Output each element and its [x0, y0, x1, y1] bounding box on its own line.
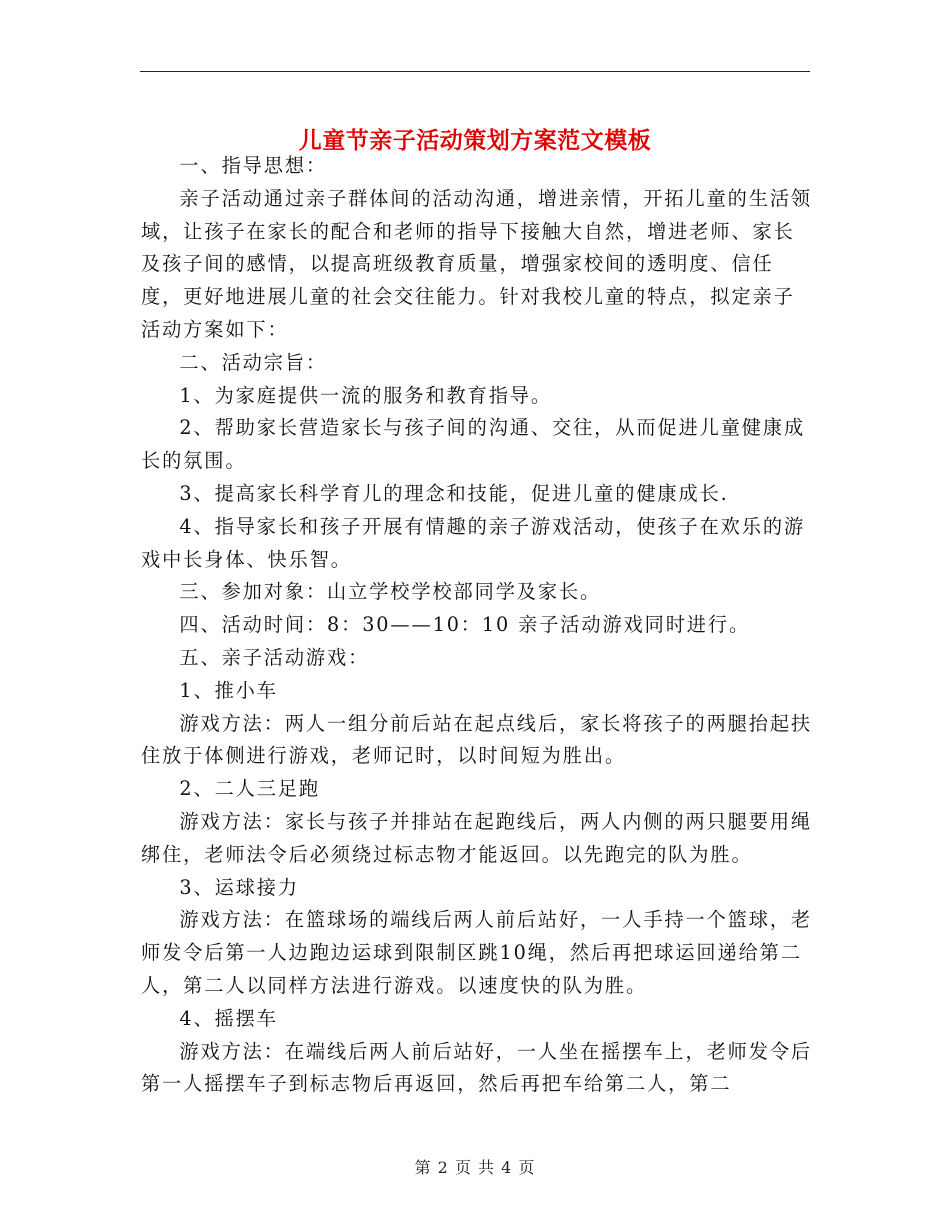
paragraph: 游戏方法：两人一组分前后站在起点线后，家长将孩子的两腿抬起扶住放于体侧进行游戏，老师记时，以时间短为胜出。 [141, 711, 813, 768]
paragraph: 三、参加对象：山立学校学校部同学及家长。 [179, 580, 602, 604]
paragraph: 3、运球接力 [179, 875, 299, 899]
paragraph: 2、帮助家长营造家长与孩子间的沟通、交往，从而促进儿童健康成长的氛围。 [141, 416, 806, 473]
header-rule [140, 71, 810, 72]
paragraph: 4、指导家长和孩子开展有情趣的亲子游戏活动，使孩子在欢乐的游戏中长身体、快乐智。 [141, 514, 806, 571]
paragraph: 游戏方法：在篮球场的端线后两人前后站好，一人手持一个篮球，老师发令后第一人边跑边运球到限制区跳10绳，然后再把球运回递给第二人，第二人以同样方法进行游戏。以速度快的队为胜。 [141, 908, 813, 997]
paragraph: 亲子活动通过亲子群体间的活动沟通，增进亲情，开拓儿童的生活领域，让孩子在家长的配合和老师的指导下接触大自然，增进老师、家长及孩子间的感情，以提高班级教育质量，增强家校间的透明度、信任度，更好地进展儿童的社会交往能力。针对我校儿童的特点，拟定亲子活动方案如下： [141, 186, 813, 341]
page-number: 第 2 页 共 4 页 [414, 1158, 536, 1177]
paragraph: 游戏方法：在端线后两人前后站好，一人坐在摇摆车上，老师发令后第一人摇摆车子到标志物后再返回，然后再把车给第二人，第二 [141, 1039, 813, 1096]
paragraph: 游戏方法：家长与孩子并排站在起跑线后，两人内侧的两只腿要用绳绑住，老师法令后必须绕过标志物才能返回。以先跑完的队为胜。 [141, 809, 813, 866]
document-body [141, 150, 813, 1101]
paragraph: 1、为家庭提供一流的服务和教育指导。 [179, 383, 552, 407]
paragraph: 四、活动时间：8：30——10：10 亲子活动游戏同时进行。 [179, 613, 751, 637]
paragraph: 2、二人三足跑 [179, 777, 321, 801]
paragraph: 3、提高家长科学育儿的理念和技能，促进儿童的健康成长. [179, 481, 729, 505]
paragraph: 一、指导思想： [179, 154, 328, 177]
paragraph: 4、摇摆车 [179, 1006, 278, 1030]
paragraph: 五、亲子活动游戏： [179, 645, 370, 669]
document-title: 儿童节亲子活动策划方案范文模板 [298, 127, 652, 155]
paragraph: 1、推小车 [179, 678, 278, 702]
paragraph: 二、活动宗旨： [179, 350, 328, 374]
